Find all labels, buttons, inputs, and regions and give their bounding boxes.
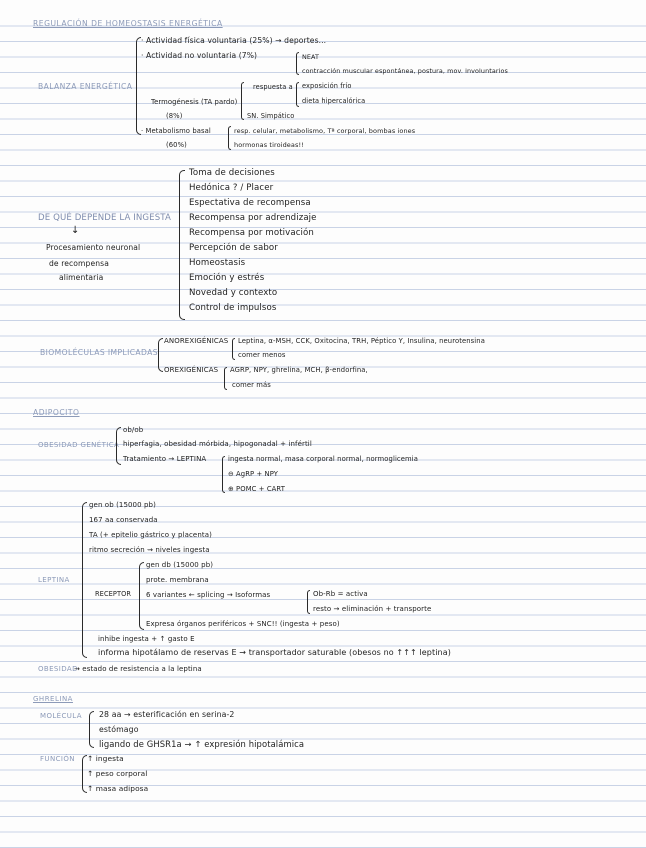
text-actividad-voluntaria: · Actividad física voluntaria (25%) → deportes...: [141, 36, 327, 45]
section-title-ghrelina: GHRELINA: [33, 695, 73, 703]
text-dieta-hipercalorica: dieta hipercalórica: [302, 97, 366, 105]
text-inhibe-ingesta: inhibe ingesta + ↑ gasto E: [98, 635, 195, 643]
list-item: Novedad y contexto: [189, 288, 278, 298]
section-title-biomoleculas: BIOMOLÉCULAS IMPLICADAS: [40, 348, 158, 357]
brace-leptina: [82, 502, 87, 658]
text-de-recompensa: de recompensa: [49, 259, 109, 268]
brace-termogenesis: [241, 82, 244, 120]
label-receptor: RECEPTOR: [95, 590, 132, 598]
brace-molecula: [89, 711, 94, 748]
list-item: Espectativa de recompensa: [189, 198, 311, 208]
text-hormonas-tiroideas: hormonas tiroideas!!: [234, 141, 304, 149]
text-ob-rb: Ob-Rb = activa: [313, 590, 368, 598]
brace-isoformas: [307, 590, 310, 614]
brace-biomoleculas: [158, 338, 163, 372]
brace-obesidad-genetica: [116, 427, 121, 465]
text-respuesta-a: respuesta a: [253, 83, 293, 91]
text-agrp-npy: ⊖ AgRP + NPY: [228, 470, 279, 478]
label-funcion: FUNCIÓN: [40, 755, 75, 763]
text-procesamiento: Procesamiento neuronal: [46, 243, 141, 252]
text-gen-ob: gen ob (15000 pb): [89, 501, 156, 509]
brace-receptor: [139, 562, 144, 630]
list-item: Homeostasis: [189, 258, 246, 268]
text-metabolismo-pct: (60%): [166, 141, 187, 149]
list-item: Control de impulsos: [189, 303, 277, 313]
text-neat-desc: contracción muscular espontánea, postura, mov. involuntarios: [302, 67, 508, 75]
brace-ingesta: [179, 170, 185, 320]
list-item: Toma de decisiones: [189, 168, 275, 178]
list-item: Recompensa por adrendizaje: [189, 213, 317, 223]
text-gen-db: gen db (15000 pb): [146, 561, 214, 569]
brace-orexigenicas: [224, 367, 227, 390]
list-item: Recompensa por motivación: [189, 228, 314, 238]
text-masa-adiposa: ↑ masa adiposa: [87, 784, 149, 793]
text-resto: resto → eliminación + transporte: [313, 605, 432, 613]
text-ob-ob: ob/ob: [123, 426, 144, 434]
text-ta-epitelio: TA (+ epitelio gástrico y placenta): [89, 531, 212, 539]
label-obesidad-genetica: OBESIDAD GENÉTICA: [38, 441, 120, 449]
text-alimentaria: alimentaria: [59, 273, 104, 282]
label-anorexigenicas: ANOREXIGÉNICAS: [164, 337, 229, 345]
text-expresa-organos: Expresa órganos periféricos + SNC!! (ingesta + peso): [146, 620, 340, 628]
text-prote-membrana: prote. membrana: [146, 576, 209, 584]
section-title-adipocito: ADIPOCITO: [33, 408, 80, 417]
text-termogenesis: Termogénesis (TA pardo): [151, 98, 238, 106]
text-pomc-cart: ⊕ POMC + CART: [228, 485, 286, 493]
text-6-variantes: 6 variantes ← splicing → Isoformas: [146, 591, 271, 599]
text-ingesta-normal: ingesta normal, masa corporal normal, normoglicemia: [228, 455, 419, 463]
label-orexigenicas: OREXIGÉNICAS: [164, 366, 219, 374]
brace-neat: [296, 52, 299, 75]
text-informa-hipotalamo: informa hipotálamo de reservas E → transportador saturable (obesos no ↑↑↑ leptina): [98, 648, 451, 657]
text-orexigenicas-list: AGRP, NPY, ghrelina, MCH, β-endorfina,: [230, 366, 368, 374]
brace-metabolismo: [228, 126, 231, 150]
arrow-down-icon: ↓: [71, 225, 80, 236]
text-hiperfagia: hiperfagia, obesidad mórbida, hipogonadal + infértil: [123, 440, 312, 448]
text-estomago: estómago: [99, 725, 139, 734]
text-ligando-ghsr: ligando de GHSR1a → ↑ expresión hipotalámica: [99, 739, 305, 749]
list-item: Percepción de sabor: [189, 243, 278, 253]
text-peso-corporal: ↑ peso corporal: [87, 769, 148, 778]
list-item: Emoción y estrés: [189, 273, 265, 283]
text-actividad-no-voluntaria: · Actividad no voluntaria (7%): [141, 51, 258, 60]
section-title-ingesta: DE QUÉ DEPENDE LA INGESTA: [38, 213, 171, 223]
text-resistencia-leptina: → estado de resistencia a la leptina: [74, 665, 202, 673]
text-anorexigenicas-list: Leptina, α-MSH, CCK, Oxitocina, TRH, Péptico Y, Insulina, neurotensina: [238, 337, 485, 345]
text-sn-simpatico: SN. Simpático: [247, 112, 295, 120]
label-obesidad: OBESIDAD: [38, 665, 78, 673]
brace-tratamiento: [222, 456, 225, 493]
label-leptina: LEPTINA: [38, 576, 70, 584]
text-metabolismo-basal: · Metabolismo basal: [141, 127, 211, 135]
text-comer-mas: comer más: [232, 381, 271, 389]
label-balanza-energetica: BALANZA ENERGÉTICA: [38, 82, 133, 91]
text-termogenesis-pct: (8%): [166, 112, 183, 120]
text-exposicion-frio: exposición frío: [302, 82, 352, 90]
text-basal-detail: resp. celular, metabolismo, Tª corporal, bombas iones: [234, 127, 416, 135]
brace-respuesta: [296, 82, 299, 107]
label-molecula: MOLÉCULA: [40, 712, 82, 720]
section-title-regulacion: REGULACIÓN DE HOMEOSTASIS ENERGÉTICA: [33, 19, 223, 28]
text-tratamiento-leptina: Tratamiento → LEPTINA: [123, 455, 207, 463]
text-28-aa: 28 aa → esterificación en serina-2: [99, 710, 235, 719]
text-comer-menos: comer menos: [238, 351, 286, 359]
text-167-aa: 167 aa conservada: [89, 516, 158, 524]
list-item: Hedónica ? / Placer: [189, 183, 274, 193]
brace-anorexigenicas: [232, 338, 235, 360]
text-ritmo-secrecion: ritmo secreción ⇝ niveles ingesta: [89, 546, 210, 554]
text-ingesta: ↑ ingesta: [87, 754, 124, 763]
text-neat: NEAT: [302, 53, 319, 61]
